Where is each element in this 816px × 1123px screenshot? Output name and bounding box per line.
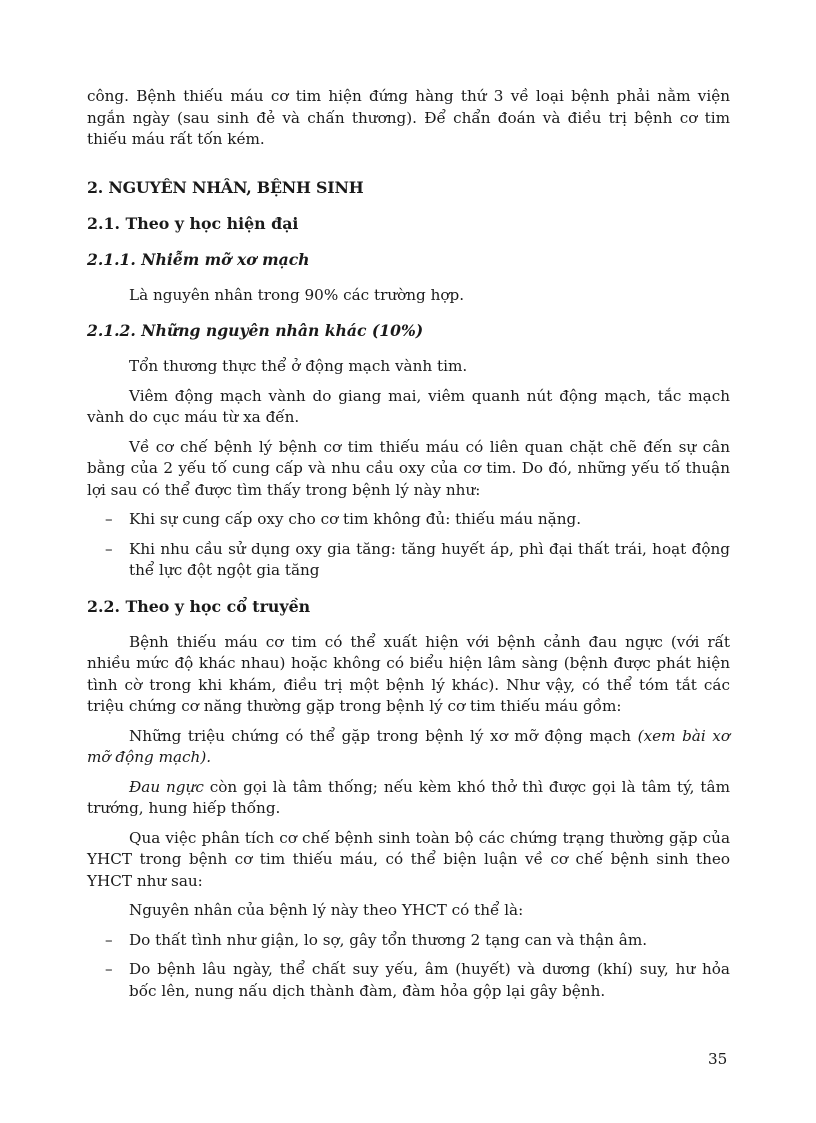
term-emphasis: Đau ngực — [129, 777, 204, 796]
section-heading-2-1: 2.1. Theo y học hiện đại — [87, 213, 299, 233]
paragraph-2-1-2-a: Tổn thương thực thể ở động mạch vành tim. — [129, 357, 468, 375]
section-heading-2-1-2: 2.1.2. Những nguyên nhân khác (10%) — [87, 321, 424, 340]
dash-marker: – — [105, 930, 113, 949]
list-item-text: Khi nhu cầu sử dụng oxy gia tăng: tăng huyết áp, phì đại thất trái, hoạt động thể lực đột ngột gia tăng — [129, 539, 730, 579]
paragraph-2-2-b — [87, 726, 730, 769]
section-heading-2-1-1: 2.1.1. Nhiễm mỡ xơ mạch — [87, 249, 310, 269]
dash-marker: – — [105, 960, 113, 978]
list-item — [87, 959, 730, 1002]
list-item — [87, 930, 730, 952]
page-body — [87, 86, 730, 1002]
list-item-text: Do bệnh lâu ngày, thể chất suy yếu, âm (huyết) và dương (khí) suy, hư hỏa bốc lên, nung nấu dịch thành đàm, đàm hỏa gộp lại gây bệnh. — [129, 960, 730, 1000]
list-item-text: Do thất tình như giận, lo sợ, gây tổn thương 2 tạng can và thận âm. — [129, 930, 648, 949]
paragraph-text: còn gọi là tâm thống; nếu kèm khó thở thì được gọi là tâm tý, tâm trướng, hung hiếp thống. — [87, 777, 730, 817]
list-item-text: Khi sự cung cấp oxy cho cơ tim không đủ: thiếu máu nặng. — [129, 510, 582, 528]
section-heading-2-2: 2.2. Theo y học cổ truyền — [87, 596, 311, 616]
paragraph-2-1-1: Là nguyên nhân trong 90% các trường hợp. — [129, 285, 465, 304]
section-heading-2: 2. NGUYÊN NHÂN, BỆNH SINH — [87, 177, 364, 197]
dash-marker: – — [105, 510, 113, 528]
paragraph-2-2-d: Qua việc phân tích cơ chế bệnh sinh toàn bộ các chứng trạng thường gặp của YHCT trong bệnh cơ tim thiếu máu, có thể biện luận về cơ chế bệnh sinh theo YHCT như sau: — [87, 828, 730, 890]
dash-marker: – — [105, 539, 113, 558]
page-number: 35 — [708, 1050, 728, 1068]
list-item — [87, 509, 730, 531]
paragraph-text: Những triệu chứng có thể gặp trong bệnh lý xơ mỡ động mạch — [129, 726, 638, 745]
intro-paragraph: công. Bệnh thiếu máu cơ tim hiện đứng hàng thứ 3 về loại bệnh phải nằm viện ngắn ngày (sau sinh đẻ và chấn thương). Để chẩn đoán và điều trị bệnh cơ tim thiếu máu rất tốn kém. — [87, 87, 730, 148]
cross-reference: (xem bài xơ mỡ động mạch). — [87, 726, 730, 766]
paragraph-2-1-2-b: Viêm động mạch vành do giang mai, viêm quanh nút động mạch, tắc mạch vành do cục máu từ xa đến. — [87, 386, 730, 426]
paragraph-2-2-c — [87, 777, 730, 820]
paragraph-2-2-a: Bệnh thiếu máu cơ tim có thể xuất hiện với bệnh cảnh đau ngực (với rất nhiều mức độ khác nhau) hoặc không có biểu hiện lâm sàng (bệnh được phát hiện tình cờ trong khi khám, điều trị một bệnh lý khác). Như vậy, có thể tóm tắt các triệu chứng cơ năng thường gặp trong bệnh lý cơ tim thiếu máu gồm: — [87, 632, 730, 715]
paragraph-2-2-e: Nguyên nhân của bệnh lý này theo YHCT có thể là: — [129, 901, 524, 919]
list-item — [87, 539, 730, 582]
paragraph-2-1-2-c: Về cơ chế bệnh lý bệnh cơ tim thiếu máu có liên quan chặt chẽ đến sự cân bằng của 2 yếu tố cung cấp và nhu cầu oxy của cơ tim. Do đó, những yếu tố thuận lợi sau có thể được tìm thấy trong bệnh lý này như: — [87, 437, 730, 499]
